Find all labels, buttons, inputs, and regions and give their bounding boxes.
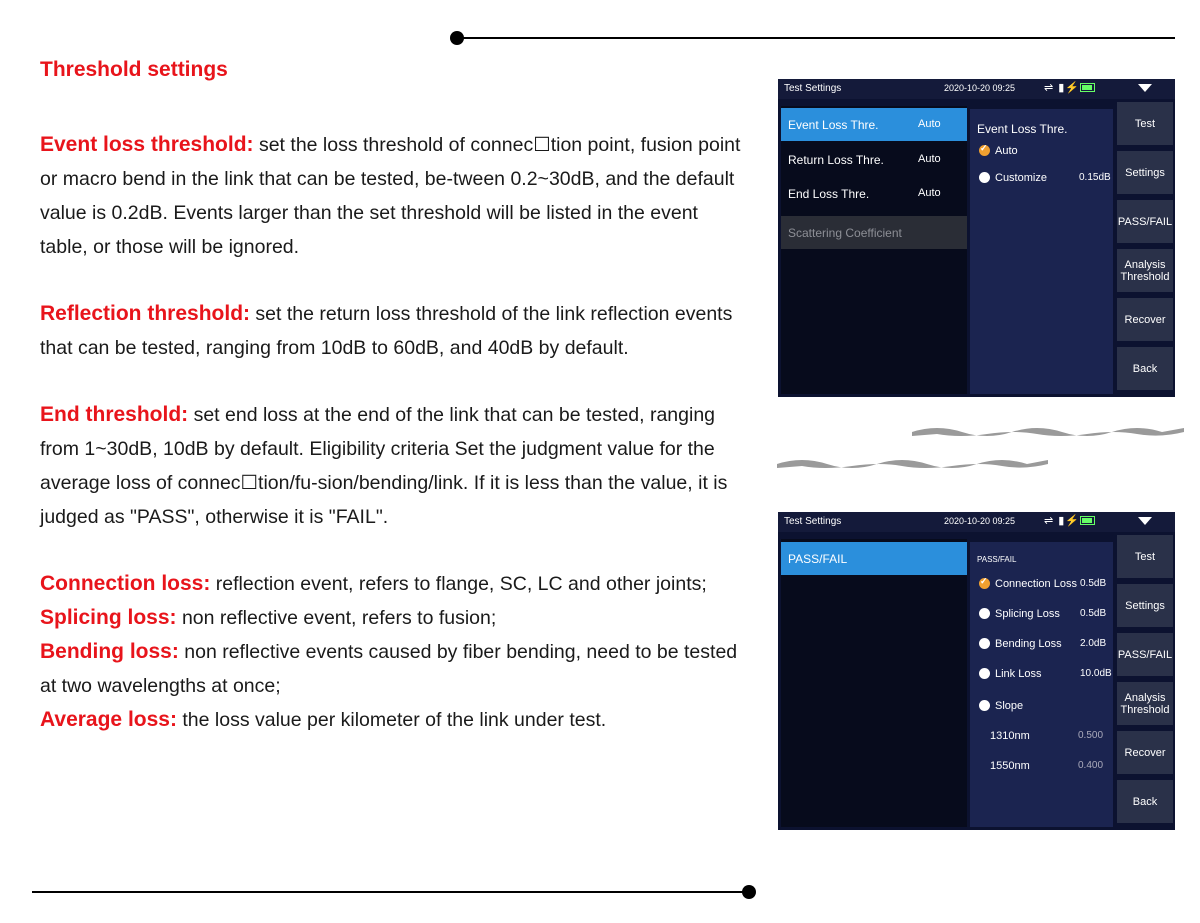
- recover-button[interactable]: Recover: [1117, 731, 1173, 774]
- settings-button[interactable]: Settings: [1117, 584, 1173, 627]
- detail-panel: [970, 109, 1113, 394]
- battery-icon: [1080, 83, 1095, 92]
- back-button[interactable]: Back: [1117, 347, 1173, 390]
- row-value: 10.0dB: [1080, 668, 1112, 679]
- row-splicing-loss[interactable]: [979, 608, 1114, 620]
- menu-item-event-loss[interactable]: [781, 108, 967, 141]
- splicing-keyword: Splicing loss:: [40, 606, 177, 629]
- menu-item-label: Return Loss Thre.: [788, 153, 884, 167]
- bottom-rule-dot: [742, 885, 756, 899]
- slope-label: 1310nm: [990, 730, 1030, 742]
- status-bar: [778, 79, 1175, 99]
- top-rule: [457, 37, 1175, 39]
- row-label: Link Loss: [995, 668, 1042, 680]
- menu-item-label: End Loss Thre.: [788, 187, 870, 201]
- test-button[interactable]: Test: [1117, 102, 1173, 145]
- event-loss-paragraph: [40, 128, 750, 264]
- slope-label: 1550nm: [990, 760, 1030, 772]
- radio-icon: [979, 668, 990, 679]
- pass-fail-button[interactable]: PASS/FAIL: [1117, 200, 1173, 243]
- detail-panel: [970, 542, 1113, 827]
- row-link-loss[interactable]: [979, 668, 1114, 680]
- device-screen-event-loss: [778, 79, 1175, 397]
- row-label: Slope: [995, 700, 1024, 712]
- event-loss-text: set the loss threshold of connec☐tion point, fusion point or macro bend in the link that can be tested, be-tween 0.2~30dB, and the default value is 0.2dB. Events larger than the set threshold will be listed in the event table, or those will be ignored.: [40, 134, 741, 258]
- wavy-separator: [772, 420, 1192, 475]
- radio-icon: [979, 172, 990, 183]
- slope-value: 0.400: [1078, 760, 1104, 771]
- status-icons: [1044, 514, 1095, 527]
- test-button[interactable]: Test: [1117, 535, 1173, 578]
- radio-checked-icon: [979, 145, 990, 156]
- charge-icon: ⚡: [1065, 515, 1081, 527]
- option-label: Auto: [995, 145, 1018, 157]
- clock: 2020-10-20 09:25: [944, 83, 1016, 93]
- sd-card-icon: ▮: [1058, 515, 1066, 527]
- wave-lower: [777, 460, 1048, 468]
- analysis-threshold-button[interactable]: Analysis Threshold: [1117, 682, 1173, 725]
- bending-text: non reflective events caused by fiber bending, need to be tested at two wavelengths at once;: [40, 641, 738, 697]
- menu-item-value: Auto: [918, 187, 941, 199]
- page-title: Threshold settings: [40, 58, 228, 81]
- end-keyword: End threshold:: [40, 403, 189, 426]
- end-text: set end loss at the end of the link that can be tested, ranging from 1~30dB, 10dB by default. Eligibility criteria Set the judgment value for the average loss of connec☐tion/fu-sion/bending/link. If it is less than the value, it is judged as "PASS", otherwise it is "FAIL".: [40, 404, 728, 528]
- average-text: the loss value per kilometer of the link under test.: [176, 709, 607, 731]
- bending-keyword: Bending loss:: [40, 640, 179, 663]
- end-paragraph: [40, 398, 750, 534]
- option-label: Customize: [995, 172, 1047, 184]
- option-auto[interactable]: [979, 145, 1109, 157]
- clock: 2020-10-20 09:25: [944, 516, 1016, 526]
- reflection-text: set the return loss threshold of the link reflection events that can be tested, ranging from 10dB to 60dB, and 40dB by default.: [40, 303, 733, 359]
- menu-item-scattering[interactable]: [781, 216, 967, 249]
- slope-1550[interactable]: [990, 760, 1125, 772]
- splicing-text: non reflective event, refers to fusion;: [176, 607, 497, 629]
- status-icons: [1044, 81, 1095, 94]
- menu-item-label: Scattering Coefficient: [788, 226, 902, 240]
- screen-title: Test Settings: [784, 516, 842, 527]
- radio-checked-icon: [979, 578, 990, 589]
- reflection-paragraph: [40, 297, 750, 365]
- detail-heading: Event Loss Thre.: [977, 122, 1068, 136]
- slope-value: 0.500: [1078, 730, 1104, 741]
- back-button[interactable]: Back: [1117, 780, 1173, 823]
- device-screen-pass-fail: [778, 512, 1175, 830]
- menu-item-value: Auto: [918, 118, 941, 130]
- settings-menu: [781, 539, 967, 827]
- menu-item-end-loss[interactable]: [781, 177, 967, 210]
- radio-icon: [979, 700, 990, 711]
- splicing-paragraph: [40, 601, 750, 635]
- usb-icon: ⇌: [1044, 82, 1055, 94]
- option-customize[interactable]: [979, 172, 1109, 184]
- row-bending-loss[interactable]: [979, 638, 1114, 650]
- menu-item-label: Event Loss Thre.: [788, 118, 879, 132]
- screen-title: Test Settings: [784, 83, 842, 94]
- average-keyword: Average loss:: [40, 708, 177, 731]
- menu-item-pass-fail[interactable]: [781, 542, 967, 575]
- radio-icon: [979, 608, 990, 619]
- connection-paragraph: [40, 567, 750, 601]
- menu-item-label: PASS/FAIL: [788, 552, 848, 566]
- row-label: Bending Loss: [995, 638, 1062, 650]
- status-bar: [778, 512, 1175, 532]
- row-slope[interactable]: [979, 700, 1114, 712]
- row-connection-loss[interactable]: [979, 578, 1114, 590]
- menu-item-return-loss[interactable]: [781, 143, 967, 176]
- average-paragraph: [40, 703, 750, 737]
- bending-paragraph: [40, 635, 750, 703]
- reflection-keyword: Reflection threshold:: [40, 302, 251, 325]
- connection-keyword: Connection loss:: [40, 572, 211, 595]
- bottom-rule: [32, 891, 750, 893]
- battery-icon: [1080, 516, 1095, 525]
- article: [40, 58, 750, 737]
- usb-icon: ⇌: [1044, 515, 1055, 527]
- sd-card-icon: ▮: [1058, 82, 1066, 94]
- slope-1310[interactable]: [990, 730, 1125, 742]
- dropdown-triangle-icon[interactable]: [1138, 84, 1152, 92]
- row-value: 0.5dB: [1080, 578, 1107, 589]
- row-value: 0.5dB: [1080, 608, 1107, 619]
- wave-upper: [912, 428, 1184, 436]
- settings-button[interactable]: Settings: [1117, 151, 1173, 194]
- pass-fail-button[interactable]: PASS/FAIL: [1117, 633, 1173, 676]
- connection-text: reflection event, refers to flange, SC, LC and other joints;: [210, 573, 707, 595]
- recover-button[interactable]: Recover: [1117, 298, 1173, 341]
- row-label: Splicing Loss: [995, 608, 1060, 620]
- dropdown-triangle-icon[interactable]: [1138, 517, 1152, 525]
- charge-icon: ⚡: [1065, 82, 1081, 94]
- row-value: 2.0dB: [1080, 638, 1107, 649]
- event-loss-keyword: Event loss threshold:: [40, 133, 254, 156]
- detail-heading: PASS/FAIL: [977, 555, 1017, 564]
- analysis-threshold-button[interactable]: Analysis Threshold: [1117, 249, 1173, 292]
- settings-menu: [781, 106, 967, 394]
- radio-icon: [979, 638, 990, 649]
- menu-item-value: Auto: [918, 153, 941, 165]
- custom-value: 0.15dB: [1079, 172, 1111, 183]
- row-label: Connection Loss: [995, 578, 1077, 590]
